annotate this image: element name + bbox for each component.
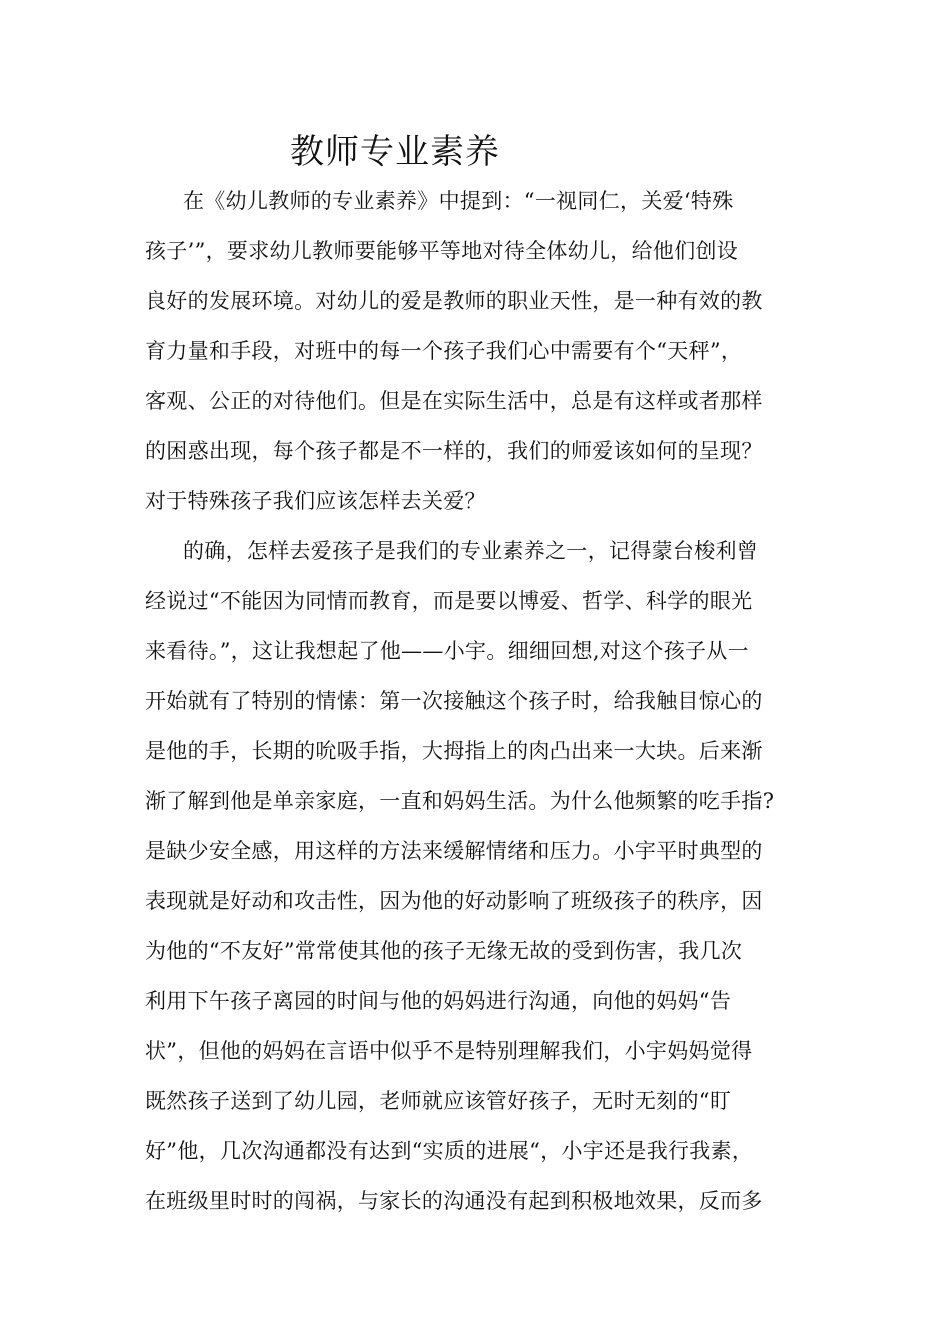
text-line: 表现就是好动和攻击性，因为他的好动影响了班级孩子的秩序，因 <box>145 889 763 913</box>
text-line: 在《幼儿教师的专业素养》中提到：“一视同仁，关爱‘特殊 <box>183 189 734 213</box>
text-line: 客观、公正的对待他们。但是在实际生活中，总是有这样或者那样 <box>145 389 763 413</box>
text-line: 好”他，几次沟通都没有达到“实质的进展“，小宇还是我行我素， <box>145 1139 754 1163</box>
text-line: 开始就有了特别的情愫：第一次接触这个孩子时，给我触目惊心的 <box>145 689 763 713</box>
text-line: 孩子’”，要求幼儿教师要能够平等地对待全体幼儿，给他们创设 <box>145 239 739 263</box>
text-line: 渐了解到他是单亲家庭，一直和妈妈生活。为什么他频繁的吃手指? <box>145 789 775 813</box>
text-line: 既然孩子送到了幼儿园，老师就应该管好孩子，无时无刻的“盯 <box>145 1089 732 1113</box>
text-line: 良好的发展环境。对幼儿的爱是教师的职业天性，是一种有效的教 <box>145 289 763 313</box>
text-line: 在班级里时时的闯祸，与家长的沟通没有起到积极地效果，反而多 <box>145 1189 763 1213</box>
text-line: 来看待。”，这让我想起了他——小宇。细细回想,对这个孩子从一 <box>145 639 749 663</box>
text-line: 状”，但他的妈妈在言语中似乎不是特别理解我们，小宇妈妈觉得 <box>145 1039 753 1063</box>
text-line: 的困惑出现，每个孩子都是不一样的，我们的师爱该如何的呈现？ <box>145 439 763 463</box>
text-line: 是缺少安全感，用这样的方法来缓解情绪和压力。小宇平时典型的 <box>145 839 763 863</box>
text-line: 育力量和手段，对班中的每一个孩子我们心中需要有个“天秤”， <box>145 339 743 363</box>
text-line: 是他的手，长期的吮吸手指，大拇指上的肉凸出来一大块。后来渐 <box>145 739 763 763</box>
document-title: 教师专业素养 <box>290 132 500 172</box>
text-line: 对于特殊孩子我们应该怎样去关爱？ <box>145 489 486 513</box>
document-body <box>145 176 815 1226</box>
text-line: 经说过“不能因为同情而教育，而是要以博爱、哲学、科学的眼光 <box>145 589 753 613</box>
text-line: 利用下午孩子离园的时间与他的妈妈进行沟通，向他的妈妈“告 <box>145 989 732 1013</box>
text-line: 的确，怎样去爱孩子是我们的专业素养之一，记得蒙台梭利曾 <box>183 539 759 563</box>
text-line: 为他的“不友好”常常使其他的孩子无缘无故的受到伤害，我几次 <box>145 939 743 963</box>
